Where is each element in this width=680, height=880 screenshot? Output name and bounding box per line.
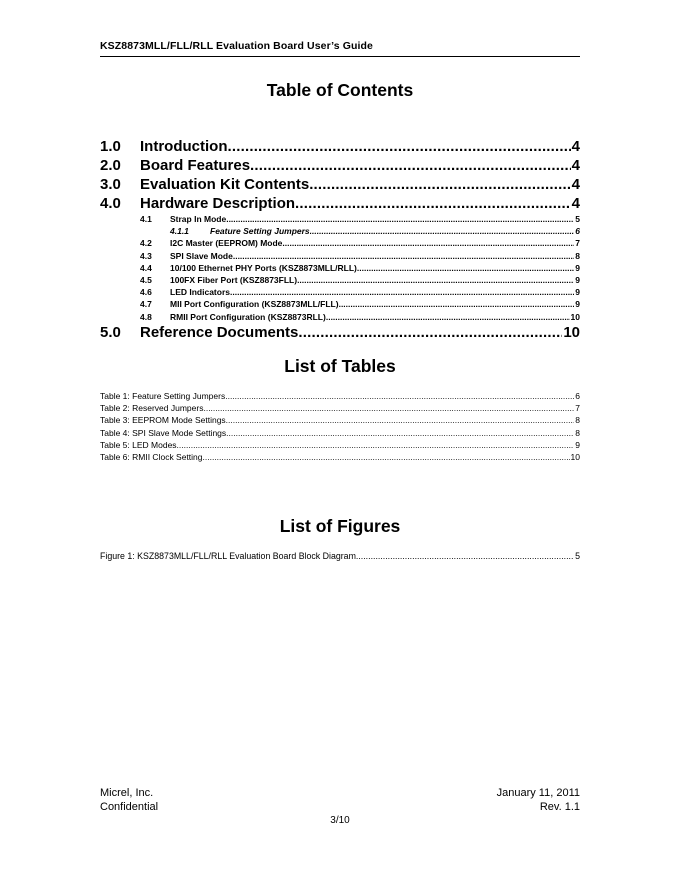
toc-entry-number: 3.0	[100, 176, 121, 193]
dot-leader	[227, 137, 570, 156]
figure-list-title: Figure 1: KSZ8873MLL/FLL/RLL Evaluation Board Block Diagram	[100, 551, 356, 561]
dot-leader	[177, 439, 575, 451]
toc-entry[interactable]	[100, 225, 580, 237]
footer-revision: Rev. 1.1	[539, 801, 580, 813]
toc-entry[interactable]	[100, 194, 580, 213]
toc-entry-number: 4.2	[140, 238, 152, 249]
toc-entry[interactable]	[100, 156, 580, 175]
page-number: 3/10	[330, 815, 350, 826]
table-list-page: 9	[575, 439, 580, 450]
toc-entry-number: 4.1.1	[170, 226, 189, 237]
dot-leader	[233, 250, 574, 262]
table-list-page: 7	[575, 403, 580, 414]
toc-entry-title: I2C Master (EEPROM) Mode	[170, 238, 283, 249]
toc-entry-page: 6	[575, 226, 580, 237]
table-list-page: 8	[575, 427, 580, 438]
dot-leader	[203, 402, 574, 414]
table-list-entry[interactable]	[100, 427, 580, 439]
toc-entry[interactable]	[100, 311, 580, 323]
dot-leader	[339, 298, 575, 310]
figures-heading: List of Figures	[279, 516, 401, 536]
toc-entry[interactable]	[100, 323, 580, 342]
dot-leader	[326, 311, 570, 323]
toc-entry-number: 1.0	[100, 138, 121, 155]
dot-leader	[356, 550, 574, 562]
table-list-title: Table 6: RMII Clock Setting	[100, 451, 203, 462]
toc-entry-page: 7	[575, 238, 580, 249]
toc-entry-page: 4	[571, 195, 580, 212]
toc-entry-title: Strap In Mode	[170, 214, 227, 224]
list-of-tables	[100, 390, 580, 463]
toc-entry-number: 4.8	[140, 311, 152, 322]
toc-entry-page: 4	[571, 176, 580, 193]
toc-entry-title: Hardware Description	[140, 195, 296, 212]
dot-leader	[203, 451, 570, 463]
toc-entry-number: 4.1	[140, 214, 152, 224]
toc-entry-title: Board Features	[140, 157, 251, 174]
table-list-entry[interactable]	[100, 451, 580, 463]
toc-entry-title: 10/100 Ethernet PHY Ports (KSZ8873MLL/RLL)	[170, 262, 357, 273]
toc-entry-number: 4.0	[100, 195, 121, 212]
footer-company: Micrel, Inc.	[100, 787, 154, 799]
header-rule	[100, 56, 580, 57]
toc-entry-title: MII Port Configuration (KSZ8873MLL/FLL)	[170, 299, 339, 310]
dot-leader	[226, 414, 575, 426]
dot-leader	[282, 237, 574, 249]
toc-entry[interactable]	[100, 237, 580, 249]
table-list-page: 8	[575, 415, 580, 426]
toc-entry-page: 10	[563, 323, 580, 341]
table-list-page: 6	[575, 391, 580, 401]
dot-leader	[295, 194, 571, 213]
toc-entry-page: 9	[575, 299, 580, 310]
figure-list-page: 5	[575, 551, 580, 561]
toc-heading: Table of Contents	[266, 80, 414, 100]
table-list-title: Table 5: LED Modes	[100, 439, 177, 450]
toc-entry[interactable]	[100, 286, 580, 298]
figure-list-entry[interactable]	[100, 550, 580, 562]
toc-entry-page: 10	[570, 311, 580, 322]
toc-entry[interactable]	[100, 274, 580, 286]
dot-leader	[250, 156, 571, 175]
table-list-title: Table 3: EEPROM Mode Settings	[100, 415, 226, 426]
table-of-contents	[100, 137, 580, 342]
toc-entry[interactable]	[100, 137, 580, 156]
toc-entry[interactable]	[100, 262, 580, 274]
toc-entry-page: 9	[575, 287, 580, 298]
tables-heading: List of Tables	[284, 356, 396, 376]
toc-entry[interactable]	[100, 213, 580, 225]
dot-leader	[230, 286, 574, 298]
toc-entry[interactable]	[100, 298, 580, 310]
toc-entry-title: Evaluation Kit Contents	[140, 176, 310, 193]
running-header: KSZ8873MLL/FLL/RLL Evaluation Board User’s Guide	[100, 40, 373, 52]
dot-leader	[226, 427, 574, 439]
toc-entry-number: 4.6	[140, 287, 152, 298]
toc-entry-number: 4.4	[140, 262, 152, 273]
table-list-title: Table 1: Feature Setting Jumpers	[100, 391, 226, 401]
toc-entry-number: 4.3	[140, 250, 152, 261]
table-list-entry[interactable]	[100, 414, 580, 426]
dot-leader	[225, 390, 574, 402]
toc-entry-title: 100FX Fiber Port (KSZ8873FLL)	[170, 274, 298, 285]
dot-leader	[357, 262, 574, 274]
dot-leader	[297, 274, 574, 286]
toc-entry-page: 9	[575, 274, 580, 285]
toc-entry-page: 4	[571, 138, 580, 155]
dot-leader	[310, 225, 575, 237]
toc-entry-page: 9	[575, 262, 580, 273]
toc-entry-title: Reference Documents	[140, 323, 299, 341]
toc-entry-title: Introduction	[140, 138, 228, 155]
table-list-title: Table 4: SPI Slave Mode Settings	[100, 427, 227, 438]
toc-entry-number: 4.5	[140, 274, 152, 285]
dot-leader	[226, 213, 574, 225]
list-of-figures	[100, 550, 580, 562]
toc-entry-title: RMII Port Configuration (KSZ8873RLL)	[170, 311, 326, 322]
footer-date: January 11, 2011	[496, 787, 580, 799]
dot-leader	[309, 175, 570, 194]
toc-entry-number: 2.0	[100, 157, 121, 174]
table-list-entry[interactable]	[100, 402, 580, 414]
dot-leader	[298, 323, 562, 342]
toc-entry-page: 4	[571, 157, 580, 174]
table-list-title: Table 2: Reserved Jumpers	[100, 403, 204, 414]
toc-entry[interactable]	[100, 250, 580, 262]
toc-entry-title: Feature Setting Jumpers	[210, 226, 310, 237]
table-list-entry[interactable]	[100, 439, 580, 451]
toc-entry[interactable]	[100, 175, 580, 194]
footer-confidential: Confidential	[100, 801, 159, 813]
page-footer	[100, 786, 580, 814]
table-list-entry[interactable]	[100, 390, 580, 402]
toc-entry-title: SPI Slave Mode	[170, 250, 233, 261]
toc-entry-number: 4.7	[140, 299, 152, 310]
toc-entry-number: 5.0	[100, 323, 121, 341]
toc-entry-title: LED Indicators	[170, 287, 230, 298]
table-list-page: 10	[570, 451, 580, 462]
toc-entry-page: 8	[575, 250, 580, 261]
toc-entry-page: 5	[575, 214, 580, 224]
